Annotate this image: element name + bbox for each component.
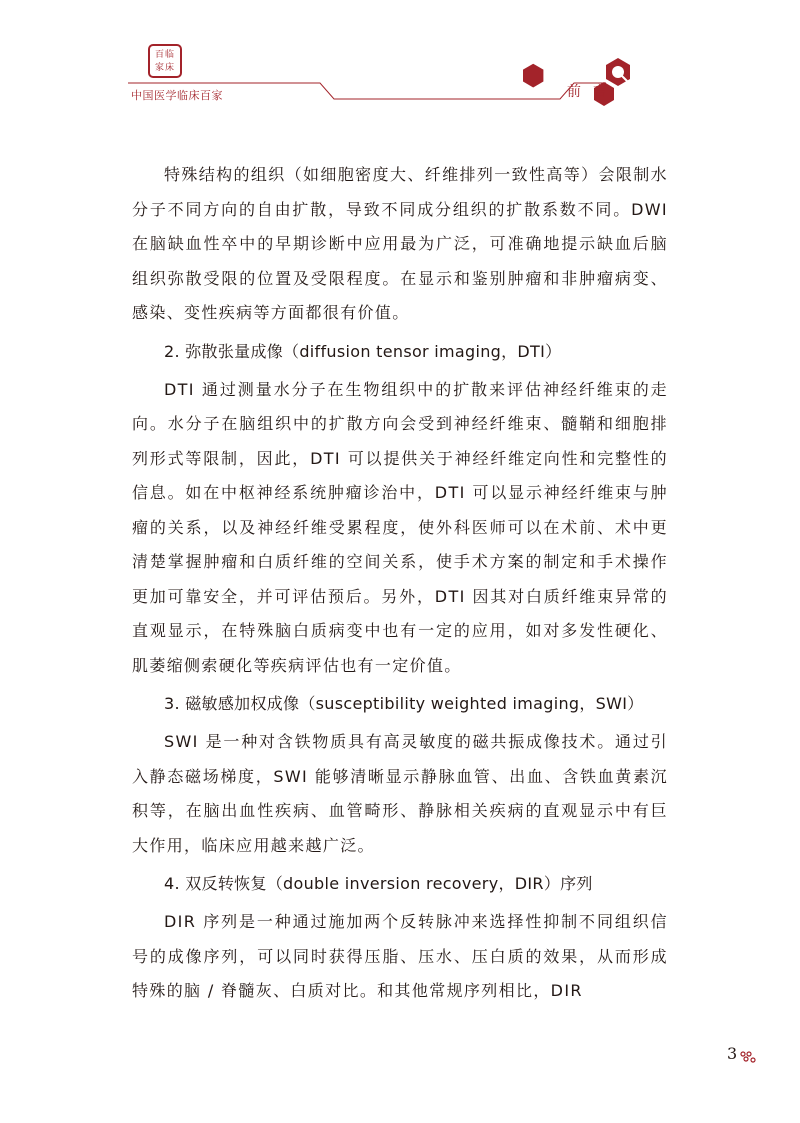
paragraph: DIR 序列是一种通过施加两个反转脉冲来选择性抑制不同组织信号的成像序列，可以同时获得压脂、压水、压白质的效果，从而形成特殊的脑 / 脊髓灰、白质对比。和其他常规序列相比，DIR bbox=[132, 912, 668, 1000]
subheading-dti: 2. 弥散张量成像（diffusion tensor imaging，DTI） bbox=[164, 341, 562, 361]
paragraph: DTI 通过测量水分子在生物组织中的扩散来评估神经纤维束的走向。水分子在脑组织中的扩散方向会受到神经纤维束、髓鞘和细胞排列形式等限制，因此，DTI 可以提供关于神经纤维定向性和完整性的信息。如在中枢神经系统肿瘤诊治中，DTI 可以显示神经纤维束与肿瘤的关系，以及神经纤维受累程度，使外科医师可以在术前、术中更清楚掌握肿瘤和白质纤维的空间关系，使手术方案的制定和手术操作更加可靠安全，并可评估预后。另外，DTI 因其对白质纤维束异常的直观显示，在特殊脑白质病变中也有一定的应用，如对多发性硬化、肌萎缩侧索硬化等疾病评估也有一定价值。 bbox=[132, 379, 668, 675]
series-name: 中国医学临床百家 bbox=[131, 89, 223, 102]
paragraph: SWI 是一种对含铁物质具有高灵敏度的磁共振成像技术。通过引入静态磁场梯度，SWI 能够清晰显示静脉血管、出血、含铁血黄素沉积等，在脑出血性疾病、血管畸形、静脉相关疾病的直观显示中有巨大作用，临床应用越来越广泛。 bbox=[132, 732, 668, 855]
seal-line-1: 百临 bbox=[154, 50, 175, 60]
body-text bbox=[132, 158, 668, 1009]
paragraph: 特殊结构的组织（如细胞密度大、纤维排列一致性高等）会限制水分子不同方向的自由扩散，导致不同成分组织的扩散系数不同。DWI 在脑缺血性卒中的早期诊断中应用最为广泛，可准确地提示缺血后脑组织弥散受限的位置及受限程度。在显示和鉴别肿瘤和非肿瘤病变、感染、变性疾病等方面都很有价值。 bbox=[132, 165, 668, 322]
subheading-dir: 4. 双反转恢复（double inversion recovery，DIR）序列 bbox=[164, 874, 593, 893]
page-header bbox=[0, 0, 800, 110]
page-dots-icon bbox=[740, 1050, 760, 1064]
series-logo-seal bbox=[148, 44, 182, 78]
header-decoration bbox=[0, 0, 800, 110]
section-title: 前言 bbox=[567, 84, 619, 100]
page-number: 3 bbox=[727, 1044, 738, 1063]
seal-line-2: 家床 bbox=[154, 63, 175, 73]
subheading-swi: 3. 磁敏感加权成像（susceptibility weighted imaging，SWI） bbox=[164, 694, 644, 713]
